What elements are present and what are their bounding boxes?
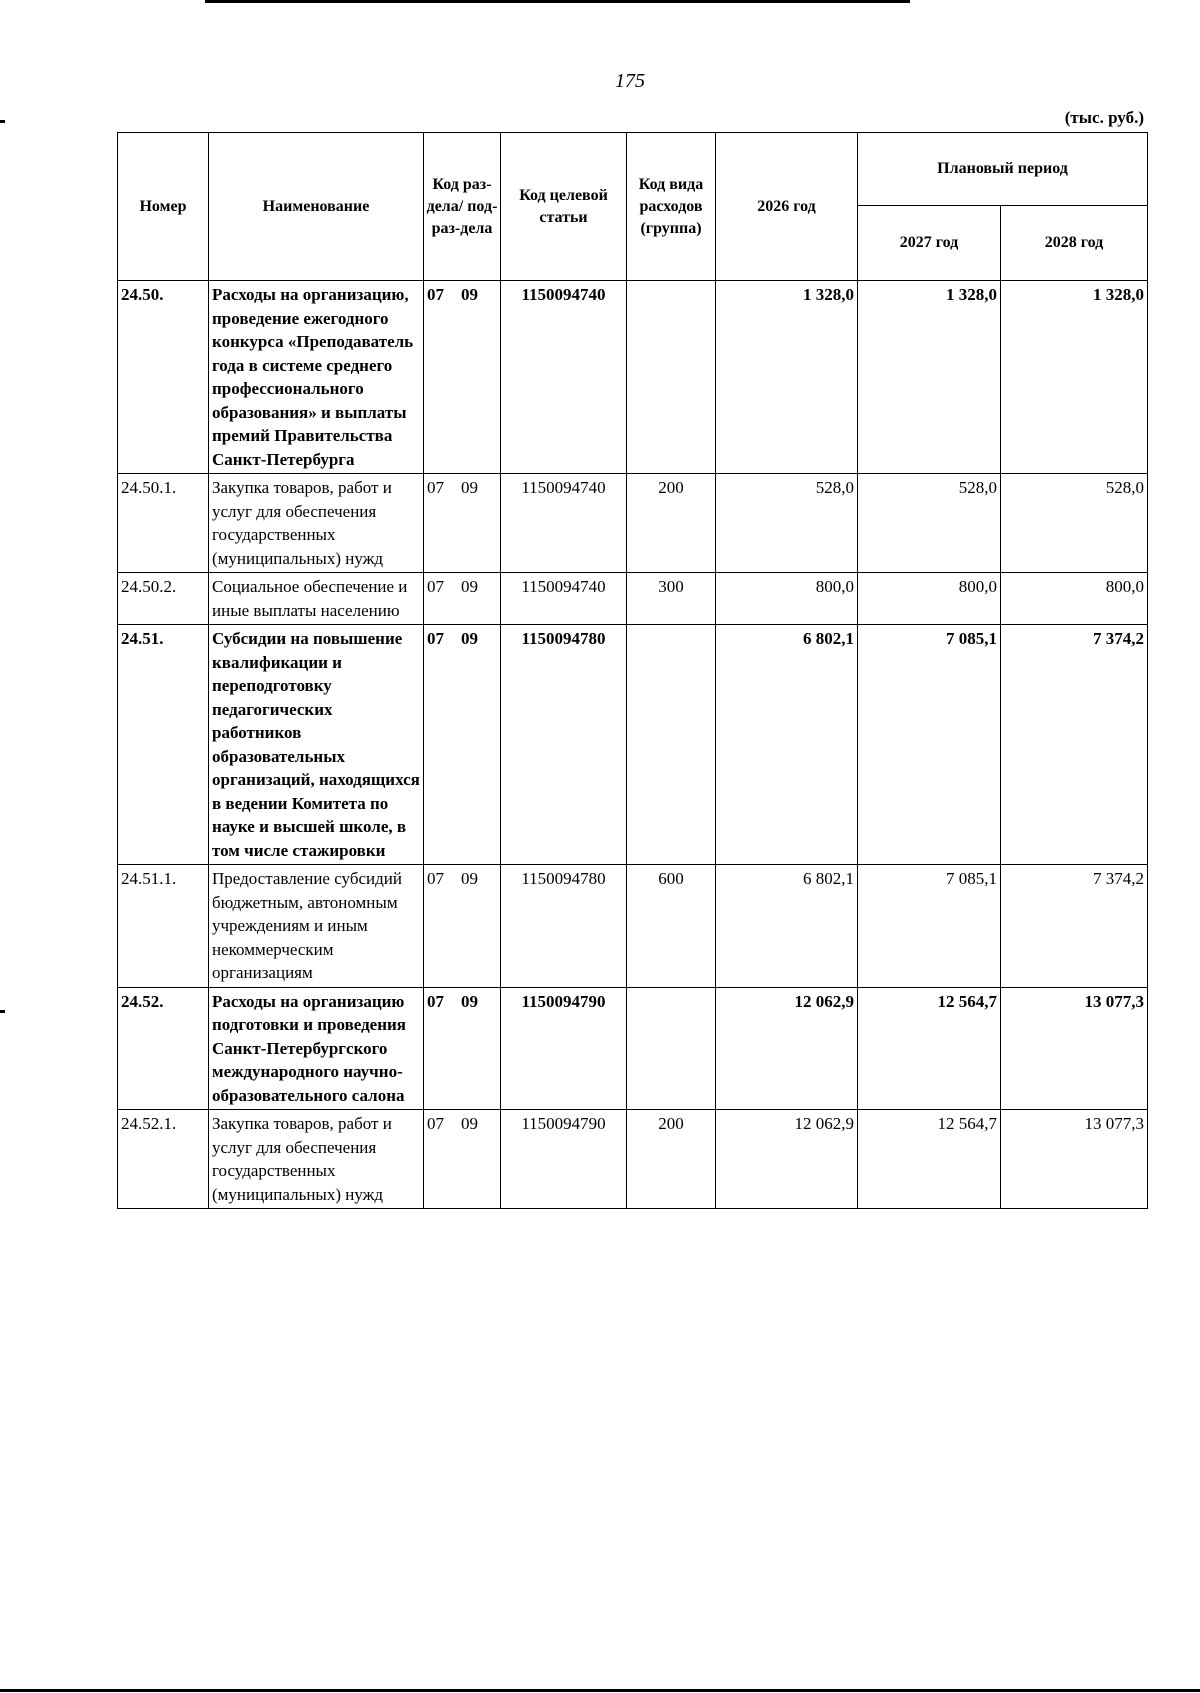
page-number: 175	[615, 70, 645, 92]
row-target-code: 1150094740	[501, 281, 627, 474]
row-amount-2028: 13 077,3	[1001, 987, 1148, 1110]
row-section-code: 07	[427, 991, 444, 1011]
header-name: Наименование	[209, 133, 424, 281]
row-amount-2026: 12 062,9	[716, 1110, 858, 1209]
row-amount-2028: 7 374,2	[1001, 625, 1148, 865]
row-amount-2026: 528,0	[716, 474, 858, 573]
row-section	[424, 281, 501, 474]
row-expense-type	[627, 987, 716, 1110]
row-expense-type: 300	[627, 573, 716, 625]
table-row	[118, 281, 1148, 474]
units-label: (тыс. руб.)	[1064, 108, 1144, 127]
row-amount-2026: 12 062,9	[716, 987, 858, 1110]
scan-top-rule	[205, 0, 910, 3]
row-subsection-code: 09	[461, 478, 478, 497]
row-amount-2027: 12 564,7	[858, 987, 1001, 1110]
row-name: Социальное обеспечение и иные выплаты населению	[209, 573, 424, 625]
row-amount-2028: 13 077,3	[1001, 1110, 1148, 1209]
row-amount-2028: 1 328,0	[1001, 281, 1148, 474]
row-amount-2026: 6 802,1	[716, 625, 858, 865]
row-name: Предоставление субсидий бюджетным, автономным учреждениям и иным некоммерческим организациям	[209, 865, 424, 988]
row-subsection-code: 09	[461, 285, 478, 304]
row-section	[424, 865, 501, 988]
row-amount-2027: 12 564,7	[858, 1110, 1001, 1209]
table-row	[118, 865, 1148, 988]
row-target-code: 1150094780	[501, 625, 627, 865]
row-expense-type: 600	[627, 865, 716, 988]
header-section-code: Код раз-дела/ под-раз-дела	[424, 133, 501, 281]
header-number: Номер	[118, 133, 209, 281]
header-expense-type-code: Код вида расходов (группа)	[627, 133, 716, 281]
scan-bottom-rule	[0, 1689, 1200, 1692]
row-amount-2027: 1 328,0	[858, 281, 1001, 474]
row-amount-2027: 528,0	[858, 474, 1001, 573]
row-name: Расходы на организацию подготовки и проведения Санкт-Петербургского международного научно-образовательного салона	[209, 987, 424, 1110]
row-section	[424, 625, 501, 865]
row-name: Закупка товаров, работ и услуг для обеспечения государственных (муниципальных) нужд	[209, 1110, 424, 1209]
row-name: Субсидии на повышение квалификации и переподготовку педагогических работников образовательных организаций, находящихся в ведении Комитета по науке и высшей школе, в том числе стажировки	[209, 625, 424, 865]
row-number: 24.50.	[118, 281, 209, 474]
header-2027: 2027 год	[858, 206, 1001, 281]
table-row	[118, 625, 1148, 865]
header-2026: 2026 год	[716, 133, 858, 281]
row-amount-2026: 800,0	[716, 573, 858, 625]
header-planned-period: Плановый период	[858, 133, 1148, 206]
row-target-code: 1150094740	[501, 573, 627, 625]
row-section-code: 07	[427, 478, 444, 497]
row-section-code: 07	[427, 577, 444, 596]
row-section-code: 07	[427, 285, 444, 304]
budget-table	[117, 132, 1148, 1209]
row-section-code: 07	[427, 869, 444, 888]
row-number: 24.50.1.	[118, 474, 209, 573]
row-amount-2027: 7 085,1	[858, 625, 1001, 865]
row-section	[424, 1110, 501, 1209]
header-target-code: Код целевой статьи	[501, 133, 627, 281]
scan-edge-mark	[0, 120, 5, 123]
table-row	[118, 987, 1148, 1110]
row-number: 24.51.	[118, 625, 209, 865]
table-row	[118, 1110, 1148, 1209]
row-expense-type	[627, 281, 716, 474]
row-amount-2027: 800,0	[858, 573, 1001, 625]
table-row	[118, 573, 1148, 625]
row-target-code: 1150094790	[501, 1110, 627, 1209]
row-target-code: 1150094740	[501, 474, 627, 573]
row-amount-2026: 1 328,0	[716, 281, 858, 474]
row-amount-2026: 6 802,1	[716, 865, 858, 988]
row-number: 24.52.	[118, 987, 209, 1110]
row-section-code: 07	[427, 1114, 444, 1133]
row-number: 24.51.1.	[118, 865, 209, 988]
row-target-code: 1150094780	[501, 865, 627, 988]
row-amount-2028: 800,0	[1001, 573, 1148, 625]
row-number: 24.52.1.	[118, 1110, 209, 1209]
row-subsection-code: 09	[461, 991, 478, 1011]
row-number: 24.50.2.	[118, 573, 209, 625]
scan-edge-mark	[0, 1010, 5, 1013]
header-2028: 2028 год	[1001, 206, 1148, 281]
table-row	[118, 474, 1148, 573]
row-expense-type: 200	[627, 1110, 716, 1209]
row-subsection-code: 09	[461, 1114, 478, 1133]
row-section	[424, 987, 501, 1110]
row-subsection-code: 09	[461, 629, 478, 648]
row-amount-2028: 528,0	[1001, 474, 1148, 573]
row-name: Закупка товаров, работ и услуг для обеспечения государственных (муниципальных) нужд	[209, 474, 424, 573]
row-section	[424, 474, 501, 573]
row-subsection-code: 09	[461, 577, 478, 596]
row-name: Расходы на организацию, проведение ежегодного конкурса «Преподаватель года в системе среднего профессионального образования» и выплаты премий Правительства Санкт-Петербурга	[209, 281, 424, 474]
row-target-code: 1150094790	[501, 987, 627, 1110]
row-expense-type	[627, 625, 716, 865]
row-amount-2028: 7 374,2	[1001, 865, 1148, 988]
row-section-code: 07	[427, 629, 444, 648]
row-subsection-code: 09	[461, 869, 478, 888]
row-amount-2027: 7 085,1	[858, 865, 1001, 988]
row-expense-type: 200	[627, 474, 716, 573]
row-section	[424, 573, 501, 625]
